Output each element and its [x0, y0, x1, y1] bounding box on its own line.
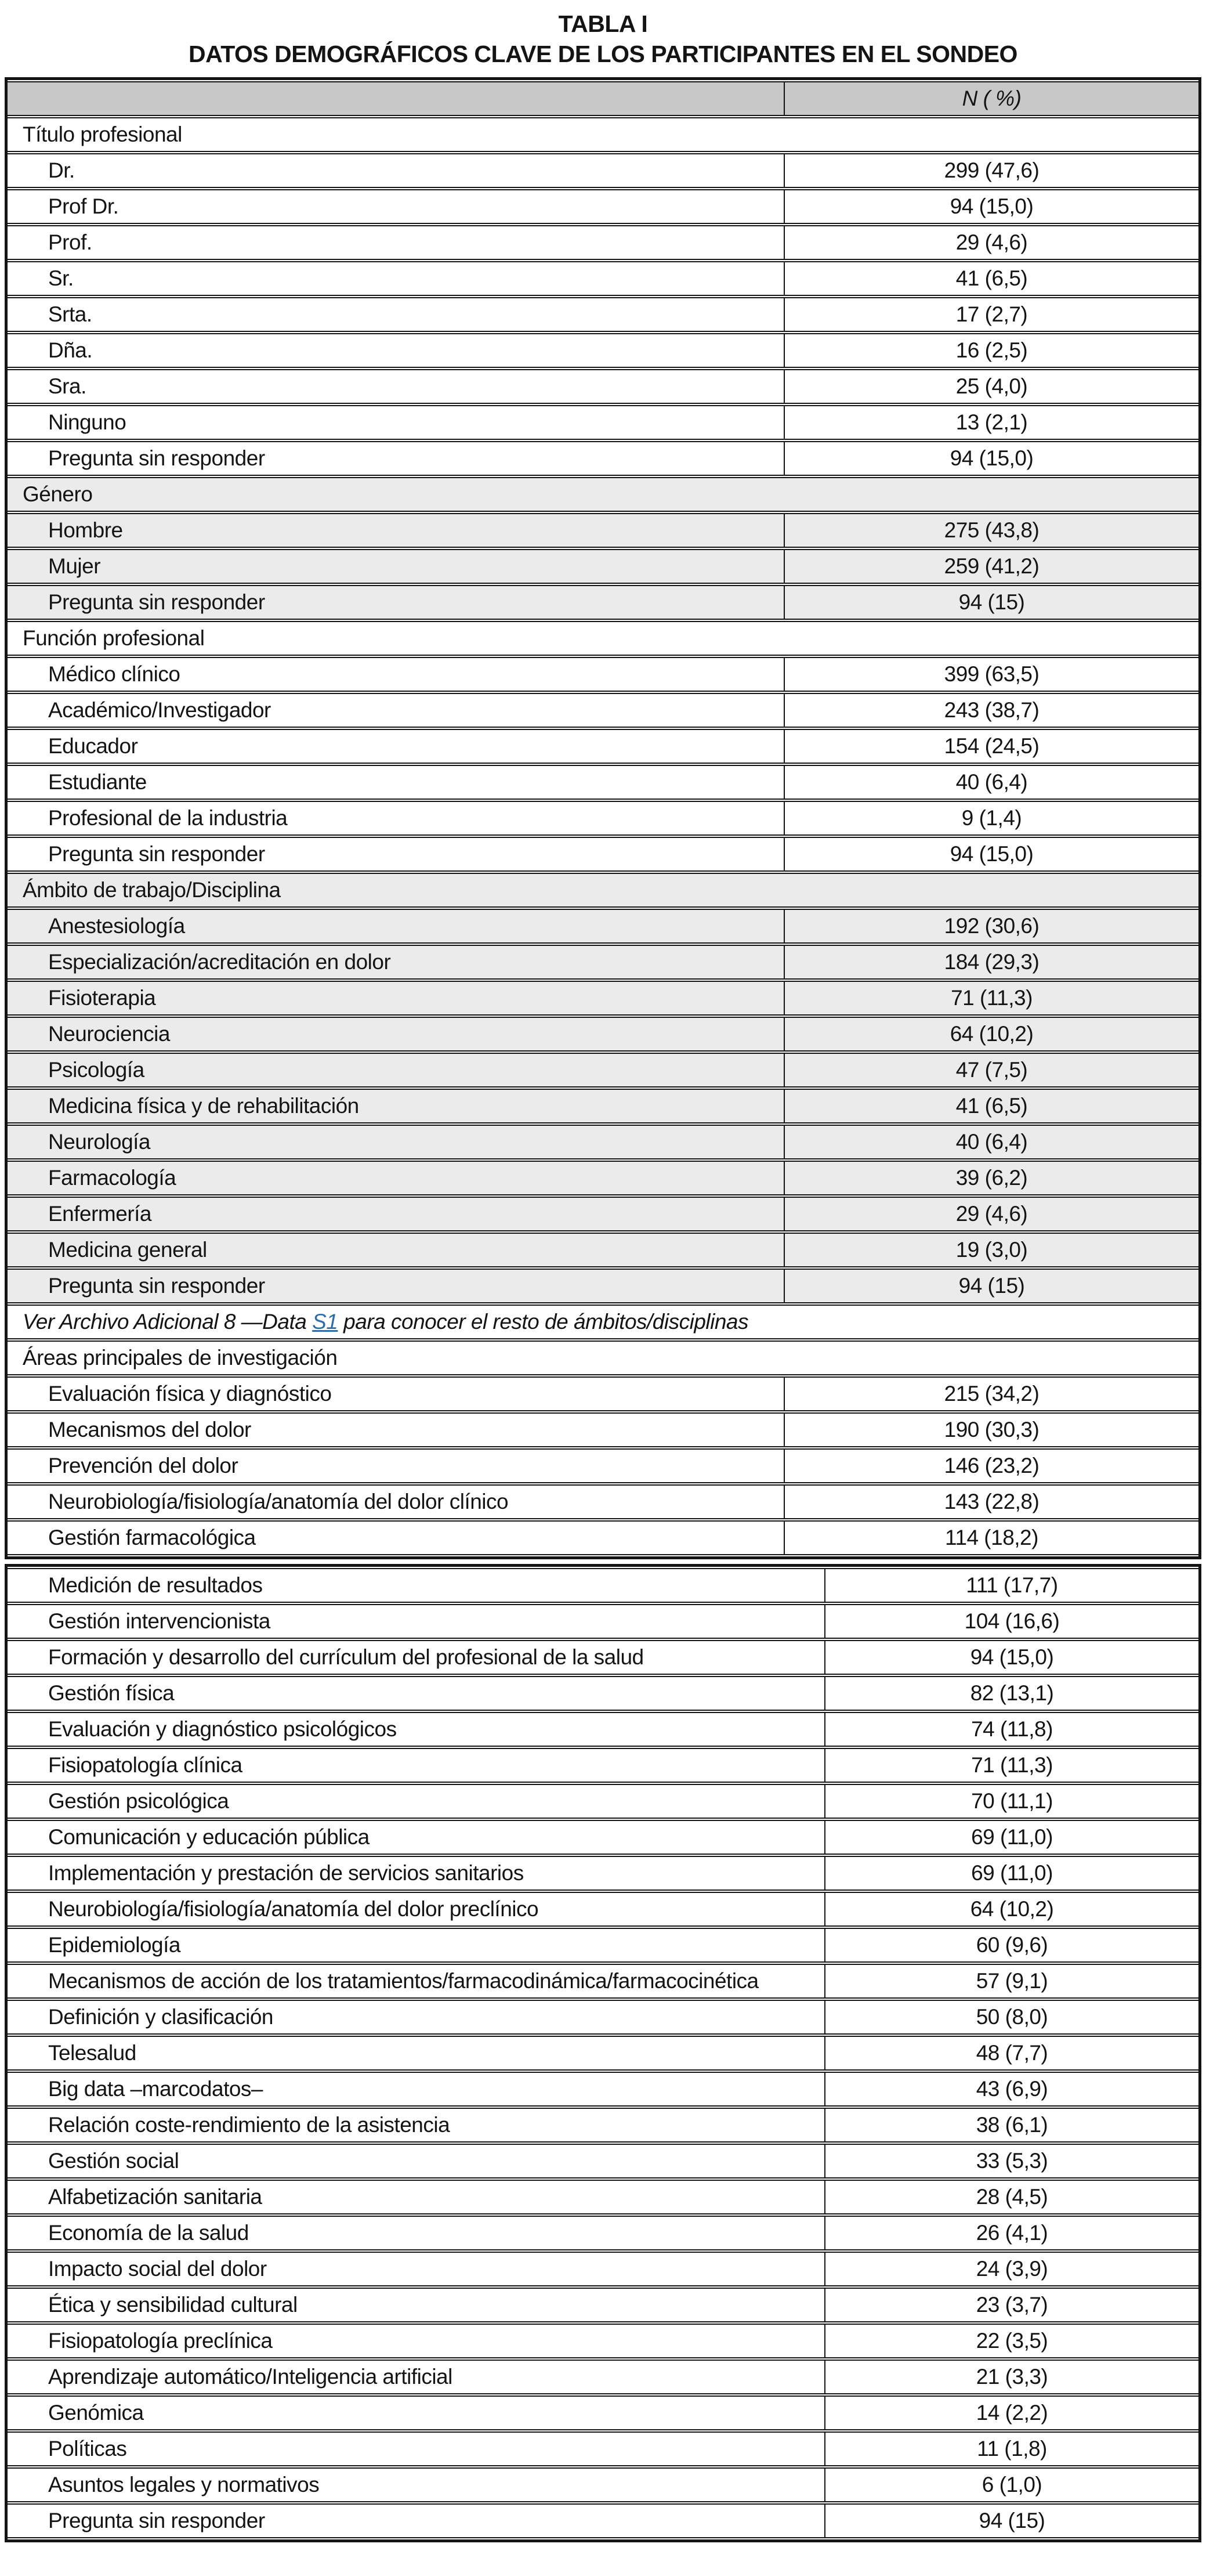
table-row	[8, 2503, 1198, 2538]
table-row	[8, 621, 1198, 656]
table-row	[8, 1197, 1198, 1231]
row-label: Educador	[8, 729, 785, 764]
header-row	[8, 81, 1198, 116]
row-value: 29 (4,6)	[785, 1197, 1198, 1231]
table-row	[8, 117, 1198, 152]
row-label: Prof Dr.	[8, 189, 785, 224]
row-value: 69 (11,0)	[825, 1820, 1198, 1855]
table-row	[8, 1640, 1198, 1675]
row-value: 64 (10,2)	[825, 1892, 1198, 1927]
row-label: Dña.	[8, 333, 785, 368]
row-label: Pregunta sin responder	[8, 585, 785, 620]
table-row	[8, 1269, 1198, 1303]
row-value: 399 (63,5)	[785, 657, 1198, 692]
row-value: 22 (3,5)	[825, 2324, 1198, 2358]
table-row	[8, 1856, 1198, 1891]
row-value: 82 (13,1)	[825, 1676, 1198, 1711]
table-row	[8, 1928, 1198, 1963]
row-label: Epidemiología	[8, 1928, 825, 1963]
row-value: 71 (11,3)	[825, 1748, 1198, 1783]
row-label: Fisioterapia	[8, 981, 785, 1016]
row-value: 70 (11,1)	[825, 1784, 1198, 1819]
row-label: Académico/Investigador	[8, 693, 785, 728]
table-row	[8, 2072, 1198, 2107]
row-label: Genómica	[8, 2396, 825, 2430]
table-row	[8, 333, 1198, 368]
row-value: 94 (15,0)	[785, 189, 1198, 224]
table-row	[8, 2360, 1198, 2394]
table-number-title: TABLA I	[558, 10, 648, 37]
row-label: Implementación y prestación de servicios sanitarios	[8, 1856, 825, 1891]
row-value: 16 (2,5)	[785, 333, 1198, 368]
row-label: Sr.	[8, 261, 785, 296]
row-label: Pregunta sin responder	[8, 837, 785, 872]
row-label: Fisiopatología clínica	[8, 1748, 825, 1783]
table-row	[8, 405, 1198, 440]
row-label: Neurología	[8, 1125, 785, 1159]
table-row	[8, 2000, 1198, 2035]
table-row	[8, 441, 1198, 476]
note-row	[8, 1305, 1198, 1339]
row-label: Neurobiología/fisiología/anatomía del dolor clínico	[8, 1484, 785, 1519]
header-cell-empty	[8, 81, 785, 116]
table-row	[8, 2108, 1198, 2143]
table-row	[8, 2324, 1198, 2358]
row-label: Dr.	[8, 153, 785, 188]
row-value: 11 (1,8)	[825, 2432, 1198, 2466]
table-row	[8, 153, 1198, 188]
table-row	[8, 2288, 1198, 2322]
table-row	[8, 1233, 1198, 1267]
row-label: Políticas	[8, 2432, 825, 2466]
row-value: 41 (6,5)	[785, 1089, 1198, 1123]
row-value: 23 (3,7)	[825, 2288, 1198, 2322]
row-value: 39 (6,2)	[785, 1161, 1198, 1195]
row-label: Medicina física y de rehabilitación	[8, 1089, 785, 1123]
table-row	[8, 1676, 1198, 1711]
table-row	[8, 1089, 1198, 1123]
table-row	[8, 729, 1198, 764]
table-row	[8, 981, 1198, 1016]
row-label: Gestión psicológica	[8, 1784, 825, 1819]
row-label: Pregunta sin responder	[8, 1269, 785, 1303]
row-value: 94 (15)	[785, 585, 1198, 620]
table-row	[8, 297, 1198, 332]
row-value: 57 (9,1)	[825, 1964, 1198, 1999]
note-text-prefix: Ver Archivo Adicional 8 —Data	[23, 1310, 313, 1334]
row-label: Economía de la salud	[8, 2216, 825, 2250]
table-row	[8, 909, 1198, 944]
table-row	[8, 1712, 1198, 1747]
row-label: Pregunta sin responder	[8, 441, 785, 476]
section-header: Título profesional	[8, 117, 1198, 152]
row-label: Comunicación y educación pública	[8, 1820, 825, 1855]
row-label: Medicina general	[8, 1233, 785, 1267]
section-header: Áreas principales de investigación	[8, 1341, 1198, 1375]
row-value: 19 (3,0)	[785, 1233, 1198, 1267]
table-row	[8, 1412, 1198, 1447]
row-value: 94 (15)	[825, 2503, 1198, 2538]
row-label: Anestesiología	[8, 909, 785, 944]
row-value: 6 (1,0)	[825, 2467, 1198, 2502]
row-value: 14 (2,2)	[825, 2396, 1198, 2430]
section-header: Función profesional	[8, 621, 1198, 656]
row-label: Sra.	[8, 369, 785, 404]
row-value: 184 (29,3)	[785, 945, 1198, 980]
table-row	[8, 1161, 1198, 1195]
demographics-table-part-1	[5, 77, 1201, 1559]
row-label: Asuntos legales y normativos	[8, 2467, 825, 2502]
row-value: 299 (47,6)	[785, 153, 1198, 188]
row-value: 94 (15,0)	[785, 837, 1198, 872]
table-row	[8, 1448, 1198, 1483]
table-row	[8, 693, 1198, 728]
header-cell-n-percent: N ( %)	[785, 81, 1198, 116]
row-value: 28 (4,5)	[825, 2180, 1198, 2214]
row-value: 25 (4,0)	[785, 369, 1198, 404]
row-label: Medición de resultados	[8, 1568, 825, 1603]
row-label: Médico clínico	[8, 657, 785, 692]
row-value: 40 (6,4)	[785, 1125, 1198, 1159]
table-subtitle: DATOS DEMOGRÁFICOS CLAVE DE LOS PARTICIPANTES EN EL SONDEO	[189, 41, 1017, 67]
table-row	[8, 1376, 1198, 1411]
row-value: 33 (5,3)	[825, 2144, 1198, 2178]
table-row	[8, 873, 1198, 908]
row-label: Especialización/acreditación en dolor	[8, 945, 785, 980]
row-label: Pregunta sin responder	[8, 2503, 825, 2538]
row-value: 190 (30,3)	[785, 1412, 1198, 1447]
row-value: 94 (15,0)	[785, 441, 1198, 476]
table-row	[8, 1305, 1198, 1339]
row-value: 43 (6,9)	[825, 2072, 1198, 2107]
table-row	[8, 189, 1198, 224]
row-value: 40 (6,4)	[785, 765, 1198, 800]
table-row	[8, 1053, 1198, 1088]
row-label: Gestión física	[8, 1676, 825, 1711]
row-label: Alfabetización sanitaria	[8, 2180, 825, 2214]
row-label: Ninguno	[8, 405, 785, 440]
row-value: 192 (30,6)	[785, 909, 1198, 944]
table-row	[8, 477, 1198, 512]
table-row	[8, 1604, 1198, 1639]
row-label: Srta.	[8, 297, 785, 332]
row-label: Definición y clasificación	[8, 2000, 825, 2035]
table-row	[8, 2036, 1198, 2071]
row-value: 41 (6,5)	[785, 261, 1198, 296]
row-label: Prevención del dolor	[8, 1448, 785, 1483]
row-label: Relación coste-rendimiento de la asistencia	[8, 2108, 825, 2143]
table-row	[8, 369, 1198, 404]
table-body-part-2	[8, 1568, 1198, 2538]
row-value: 26 (4,1)	[825, 2216, 1198, 2250]
table-row	[8, 801, 1198, 836]
table-row	[8, 1892, 1198, 1927]
row-label: Gestión social	[8, 2144, 825, 2178]
row-value: 29 (4,6)	[785, 225, 1198, 260]
row-value: 143 (22,8)	[785, 1484, 1198, 1519]
table-row	[8, 1964, 1198, 1999]
row-value: 21 (3,3)	[825, 2360, 1198, 2394]
row-label: Fisiopatología preclínica	[8, 2324, 825, 2358]
row-value: 243 (38,7)	[785, 693, 1198, 728]
row-label: Neurociencia	[8, 1017, 785, 1052]
row-value: 94 (15)	[785, 1269, 1198, 1303]
table-row	[8, 2252, 1198, 2286]
table-row	[8, 657, 1198, 692]
row-value: 74 (11,8)	[825, 1712, 1198, 1747]
table-row	[8, 585, 1198, 620]
table-row	[8, 1341, 1198, 1375]
table-row	[8, 945, 1198, 980]
row-value: 48 (7,7)	[825, 2036, 1198, 2071]
table-row	[8, 1568, 1198, 1603]
row-value: 69 (11,0)	[825, 1856, 1198, 1891]
table-row	[8, 2396, 1198, 2430]
table-row	[8, 1484, 1198, 1519]
row-label: Mecanismos del dolor	[8, 1412, 785, 1447]
demographics-table-continued	[8, 1567, 1198, 2539]
s1-link[interactable]: S1	[312, 1310, 338, 1334]
row-label: Estudiante	[8, 765, 785, 800]
row-label: Ética y sensibilidad cultural	[8, 2288, 825, 2322]
row-label: Hombre	[8, 513, 785, 548]
row-label: Mecanismos de acción de los tratamientos/farmacodinámica/farmacocinética	[8, 1964, 825, 1999]
row-value: 114 (18,2)	[785, 1520, 1198, 1555]
table-row	[8, 2432, 1198, 2466]
table-row	[8, 1520, 1198, 1555]
row-label: Prof.	[8, 225, 785, 260]
row-label: Mujer	[8, 549, 785, 584]
row-value: 64 (10,2)	[785, 1017, 1198, 1052]
table-row	[8, 765, 1198, 800]
row-label: Farmacología	[8, 1161, 785, 1195]
row-value: 259 (41,2)	[785, 549, 1198, 584]
row-value: 17 (2,7)	[785, 297, 1198, 332]
row-label: Enfermería	[8, 1197, 785, 1231]
row-value: 50 (8,0)	[825, 2000, 1198, 2035]
row-value: 13 (2,1)	[785, 405, 1198, 440]
section-header: Género	[8, 477, 1198, 512]
row-value: 47 (7,5)	[785, 1053, 1198, 1088]
section-header: Ámbito de trabajo/Disciplina	[8, 873, 1198, 908]
table-row	[8, 1125, 1198, 1159]
row-label: Impacto social del dolor	[8, 2252, 825, 2286]
row-value: 60 (9,6)	[825, 1928, 1198, 1963]
row-label: Big data –marcodatos–	[8, 2072, 825, 2107]
row-label: Aprendizaje automático/Inteligencia artificial	[8, 2360, 825, 2394]
table-row	[8, 2216, 1198, 2250]
row-label: Evaluación y diagnóstico psicológicos	[8, 1712, 825, 1747]
table-row	[8, 513, 1198, 548]
row-value: 275 (43,8)	[785, 513, 1198, 548]
row-label: Psicología	[8, 1053, 785, 1088]
row-value: 38 (6,1)	[825, 2108, 1198, 2143]
row-value: 146 (23,2)	[785, 1448, 1198, 1483]
demographics-table-part-2	[5, 1564, 1201, 2542]
table-row	[8, 261, 1198, 296]
row-label: Profesional de la industria	[8, 801, 785, 836]
row-value: 24 (3,9)	[825, 2252, 1198, 2286]
row-value: 9 (1,4)	[785, 801, 1198, 836]
table-row	[8, 2180, 1198, 2214]
row-value: 94 (15,0)	[825, 1640, 1198, 1675]
table-row	[8, 2144, 1198, 2178]
table-row	[8, 2467, 1198, 2502]
table-row	[8, 837, 1198, 872]
row-value: 104 (16,6)	[825, 1604, 1198, 1639]
table-row	[8, 1017, 1198, 1052]
row-label: Formación y desarrollo del currículum del profesional de la salud	[8, 1640, 825, 1675]
row-label: Neurobiología/fisiología/anatomía del dolor preclínico	[8, 1892, 825, 1927]
row-value: 111 (17,7)	[825, 1568, 1198, 1603]
row-label: Evaluación física y diagnóstico	[8, 1376, 785, 1411]
row-value: 71 (11,3)	[785, 981, 1198, 1016]
table-row	[8, 549, 1198, 584]
row-label: Telesalud	[8, 2036, 825, 2071]
row-label: Gestión farmacológica	[8, 1520, 785, 1555]
table-row	[8, 1820, 1198, 1855]
demographics-table	[8, 80, 1198, 1556]
table-body-part-1	[8, 117, 1198, 1555]
row-label: Gestión intervencionista	[8, 1604, 825, 1639]
table-row	[8, 225, 1198, 260]
row-value: 154 (24,5)	[785, 729, 1198, 764]
note-text-suffix: para conocer el resto de ámbitos/disciplinas	[338, 1310, 748, 1334]
table-row	[8, 1748, 1198, 1783]
table-row	[8, 1784, 1198, 1819]
row-value: 215 (34,2)	[785, 1376, 1198, 1411]
